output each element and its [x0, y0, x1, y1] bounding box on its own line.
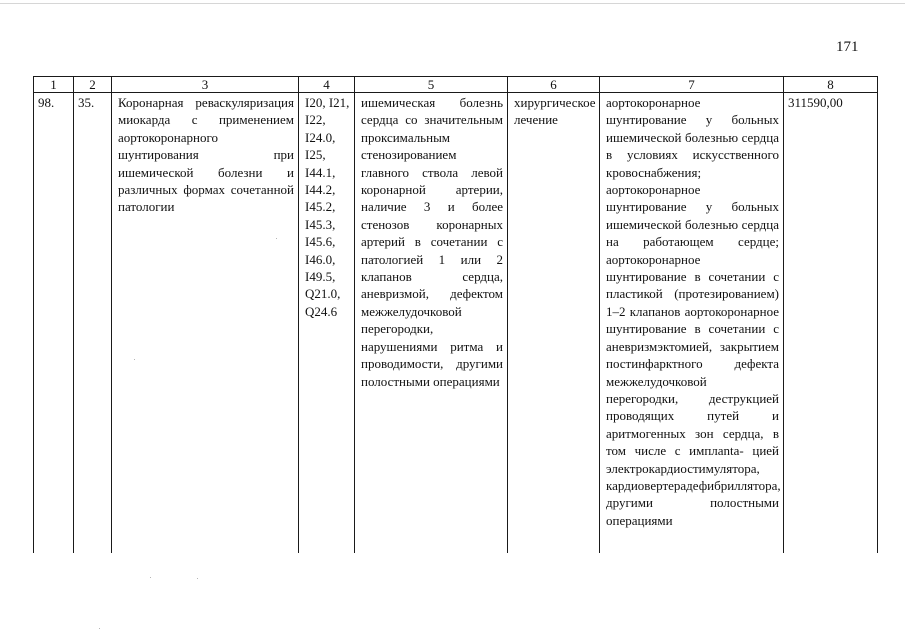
treatment-type: хирургическое лечение: [508, 93, 600, 553]
column-number-6: 6: [508, 77, 600, 93]
page-number: 171: [836, 39, 859, 55]
scan-speck: [276, 238, 277, 239]
table-row: [34, 93, 878, 553]
column-number-2: 2: [74, 77, 112, 93]
scan-top-rule: [0, 3, 905, 4]
column-number-5: 5: [355, 77, 508, 93]
row-number: 98.: [34, 93, 74, 553]
scan-speck: [134, 359, 135, 360]
group-number: 35.: [74, 93, 112, 553]
scan-speck: [99, 628, 100, 629]
icd-codes: I20, I21, I22, I24.0, I25, I44.1, I44.2, I45.2, I45.3, I45.6, I46.0, I49.5, Q21.0, Q24.6: [299, 93, 355, 553]
column-number-3: 3: [112, 77, 299, 93]
column-number-4: 4: [299, 77, 355, 93]
tariff-table: [33, 76, 878, 553]
column-number-8: 8: [784, 77, 878, 93]
treatment-method: аортокоронарное шунтирование у больных ишемической болезнью сердца в условиях искусственного кровоснабжения; аортокоронарное шунтирование у больных ишемической болезнью сердца на работающем сердце; аортокоронарное шунтирование в сочетании с пластикой (протезированием) 1–2 клапанов аортокоронарное шунтирование в сочетании с аневризмэктомией, закрытием постинфарктного дефекта межжелудочковой перегородки, деструкцией проводящих путей и аритмогенных зон сердца, в том числе с имплanta- цией электрокардиостимулятора, кардиовертерадефибриллятора, другими полостными операциями: [600, 93, 784, 553]
scan-speck: [197, 578, 198, 579]
column-number-1: 1: [34, 77, 74, 93]
patient-model: ишемическая болезнь сердца со значительным проксимальным стенозированием главного ствола левой коронарной артерии, наличие 3 и более стенозов коронарных артерий в сочетании с патологией 1 или 2 клапанов сердца, аневризмой, дефектом межжелудочковой перегородки, нарушениями ритма и проводимости, другими полостными операциями: [355, 93, 508, 553]
column-number-7: 7: [600, 77, 784, 93]
tariff-amount: 311590,00: [784, 93, 878, 553]
column-number-row: [34, 77, 878, 93]
scan-speck: [150, 577, 151, 578]
tariff-table-container: [33, 76, 877, 553]
procedure-name: Коронарная реваскуляризация миокарда с применением аортокоронарного шунтирования при ишемической болезни и различных формах сочетанной патологии: [112, 93, 299, 553]
